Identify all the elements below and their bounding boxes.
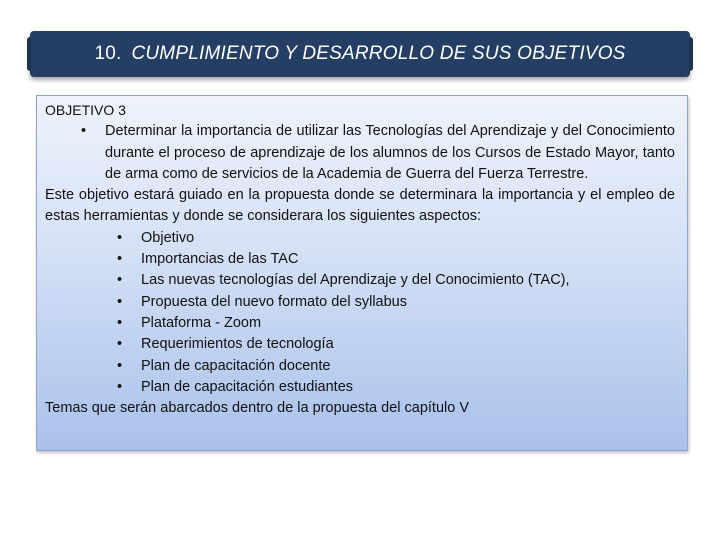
- bullet-icon: •: [117, 272, 123, 289]
- aspect-text: Plan de capacitación docente: [141, 357, 331, 374]
- title-banner: [30, 31, 690, 77]
- objective-bullet: [45, 121, 675, 185]
- aspect-text: Plataforma - Zoom: [141, 314, 262, 331]
- bullet-icon: •: [117, 229, 123, 246]
- aspects-list: [45, 228, 675, 398]
- list-item: [45, 228, 675, 249]
- aspect-text: Importancias de las TAC: [141, 251, 299, 268]
- list-item: [45, 249, 675, 270]
- list-item: [45, 356, 675, 377]
- slide-title: [94, 43, 625, 65]
- list-item: [45, 334, 675, 355]
- list-item: [45, 270, 675, 291]
- section-title: CUMPLIMIENTO Y DESARROLLO DE SUS OBJETIVOS: [131, 43, 626, 64]
- objective-heading: OBJETIVO 3: [45, 102, 126, 118]
- list-item: [45, 292, 675, 313]
- bullet-icon: •: [117, 378, 123, 395]
- bullet-icon: •: [117, 357, 123, 374]
- list-item: [45, 313, 675, 334]
- bullet-icon: •: [81, 123, 87, 140]
- aspect-text: Propuesta del nuevo formato del syllabus: [141, 293, 407, 310]
- aspect-text: Plan de capacitación estudiantes: [141, 378, 354, 395]
- section-number: 10.: [94, 43, 122, 64]
- aspect-text: Objetivo: [141, 229, 195, 246]
- bullet-icon: •: [117, 251, 123, 268]
- aspect-text: Las nuevas tecnologías del Aprendizaje y del Conocimiento (TAC),: [141, 272, 570, 289]
- closing-text: Temas que serán abarcados dentro de la propuesta del capítulo V: [45, 400, 469, 417]
- content-panel: [36, 95, 688, 451]
- aspect-text: Requerimientos de tecnología: [141, 336, 334, 353]
- bullet-icon: •: [117, 293, 123, 310]
- list-item: [45, 377, 675, 398]
- intro-paragraph: Este objetivo estará guiado en la propuesta donde se determinara la importancia y el empleo de estas herramientas y donde se considerara los siguientes aspectos:: [45, 187, 675, 225]
- objective-text: Determinar la importancia de utilizar las Tecnologías del Aprendizaje y del Conocimiento durante el proceso de aprendizaje de los alumnos de los Cursos de Estado Mayor, tanto de arma como de servicios de la Academia de Guerra del Fuerza Terrestre.: [105, 123, 675, 182]
- bullet-icon: •: [117, 336, 123, 353]
- bullet-icon: •: [117, 314, 123, 331]
